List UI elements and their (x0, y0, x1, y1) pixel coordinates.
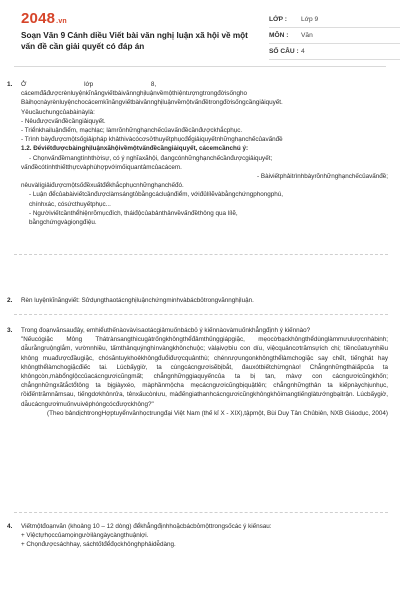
question-3 (7, 326, 388, 418)
question-line: - Ngườiviếtcầnthểhiệnrõmụcđích, tháiđộcủabảnthânvềvấnđềthông qua lílẽ, (29, 209, 238, 217)
question-1 (7, 80, 388, 227)
question-quote: "Nếucógiặc Mông Thátrànsangthìcugàtrốngkhôngthểđâmthủnggiápgiặc, mẹocờbạckhôngthểdùnglàmmưulượcnhàbinh; dẫurằngruộnglắm, vườnnhiều, tấmthânquýnghìnvàngkhônchuộc; vàlạivợbìu con díu, việcquâncơtrămsựích chi; tiềncủatuynhiều không muađượcđầugiặc, chósăntuykhoẻkhôngđuổiđượcquânthù; chénrượungonkhôngthểlàmchogiặc say chết, tiếnghát hay khôngthểlàmchogiặcđiếc tai. Lúcbấygiờ, ta cùngcácngươisẽbịbắt, đauxótbiếtchừngnào! Chẳngnhữngtháiấpcủa ta khôngcòn,màbổnglộccủacácngươicũngmất; chẳngnhữnggiaquyếncủa ta bị tan, màvợ con cácngươicũngkhốn; chẳngnhữngxãtắctổtông ta bịgiàyxéo, màphầnmộcha mẹcácngươicũngbịquậtlên; chẳngnhữngthân ta kiếpnàychịunhục, rồiđếntrămnămsau, tiếngdơkhônrửa, tênxấucònlưu, màđếngiathanhcácngươicũngkhôngkhỏimangtiếnglàtướngbạitrận. Lúcbấygiờ, dẫucácngươimuốnvuivẻphóngcócđượckhông?" (21, 336, 388, 408)
question-line: bằngchứngvàgiọngđiệu. (29, 219, 97, 227)
question-body (21, 80, 388, 227)
page-header (14, 0, 386, 67)
logo-suffix: .vn (56, 18, 67, 25)
question-line: Rèn luyệnkĩnăngviết: Sửdụngthaotácnghịluậnchứngminhvàbácbỏtrongvănnghịluận. (21, 297, 254, 304)
meta-label: SỐ CÂU : (269, 48, 299, 55)
question-4 (7, 522, 388, 550)
meta-value: Văn (301, 32, 313, 39)
meta-label: MÔN : (269, 32, 289, 39)
divider (14, 512, 388, 513)
question-line: Ở lớp 8, (21, 81, 157, 88)
question-line: vấnđềcótínhthiếtthựcvàphùhợpvớimốiquantâmcủacácem. (21, 163, 182, 171)
site-logo[interactable] (21, 10, 67, 27)
divider (14, 314, 388, 315)
question-number: 4. (7, 523, 13, 530)
meta-table (269, 12, 400, 60)
meta-label: LỚP : (269, 16, 287, 23)
question-number: 1. (7, 81, 13, 88)
question-line: Viếtmộtđoạnvăn (khoảng 10 – 12 dòng) đểkhẳngđịnhhoặcbácbỏmộttrongsốcác ý kiếnsau: (21, 523, 272, 530)
question-line: + Việctựhọccủamọingườilàngàycàngthuậnlợi. (21, 532, 149, 540)
question-line: chínhxác, cósứcthuyếtphục... (29, 200, 111, 208)
question-2 (7, 296, 388, 305)
question-line: Yêucầuchungcủabàinàylà: (21, 108, 95, 116)
question-line: - Trình bàyđượcmộtsốgiảipháp khảthivàcócơsởthuyếtphụcđểgiảiquyếtnhữnghạnchếcủavấnđề (21, 136, 283, 144)
meta-value: 4 (301, 48, 305, 55)
question-body (21, 326, 388, 418)
question-body (21, 522, 388, 550)
divider (14, 254, 388, 255)
question-line: Trong đoạnvănsauđây, emhiểuthếnàovàvìsaotácgiảmuốnbácbỏ ý kiếnnàovàmuốnkhẳngđịnh ý kiếnnào? (21, 327, 311, 334)
question-line: - Bàiviếtphảitrìnhbàyrõnhữnghạnchếcủavấnđề; (257, 173, 388, 181)
question-line: + Chọnđượcsáchhay, sáchtốtđểđọckhônghphảidễdàng. (21, 541, 176, 549)
question-body (21, 296, 388, 305)
logo-text: 2048 (21, 10, 56, 27)
meta-row-count (269, 44, 400, 60)
question-line: - Triểnkhailuậnđiểm, mạchlạc; làmrõnhữnghạnchếcủavấnđềcầnđượckhắcphục. (21, 127, 243, 135)
question-line: nêuvàlígiảiđượcmộtsốđềxuấtđểkhắcphụcnhữnghạnchếđó. (21, 182, 184, 190)
question-subheading: 1.2. Đểviếtđượcbàinghịluậnxãhộivềmộtvấnđềcầngiảiquyết, cácemcầnchú ý: (21, 145, 249, 153)
question-line: - Chọnvấnđềmangtínhthờisự, có ý nghĩaxãhội, đangcónhữnghạnchếcầnđượcgiảiquyết; (29, 154, 273, 162)
meta-row-class (269, 12, 400, 28)
question-source: (Theo bảndịchtrongHợptuyểnvănhọctrungđại Việt Nam (thế kỉ X - XIX),tậpmột, Bùi Duy Tân Chủbiên, NXB Giáodục, 2004) (47, 409, 388, 417)
meta-row-subject (269, 28, 400, 44)
question-line: - Luận đểcủabàiviếtcầnđượclàmsángtỏbằngcácluậnđiểm, vớiđủlílẽvàbằngchứngphongphú, (29, 191, 284, 199)
question-line: cácemđãđượcrènluyệnkĩnăngviếtbàivănnghịluậnvềmộthiệntượngtrongđờisốngho (21, 90, 247, 98)
document-title: Soạn Văn 9 Cánh diều Viết bài văn nghị luận xã hội về một vấn đề cần giải quyết có đáp án (21, 31, 248, 51)
question-line: - Nêuđượcvấnđềcầngiảiquyết. (21, 117, 106, 125)
question-number: 3. (7, 327, 13, 334)
question-line: Bàihọcnàyrènluyệnchocácemkĩnăngviếtbàivănnghịluậnvềmộtvấnđềtrongđờisốngcầngiảiquyết. (21, 99, 283, 107)
question-number: 2. (7, 297, 13, 304)
meta-value: Lớp 9 (301, 16, 319, 23)
